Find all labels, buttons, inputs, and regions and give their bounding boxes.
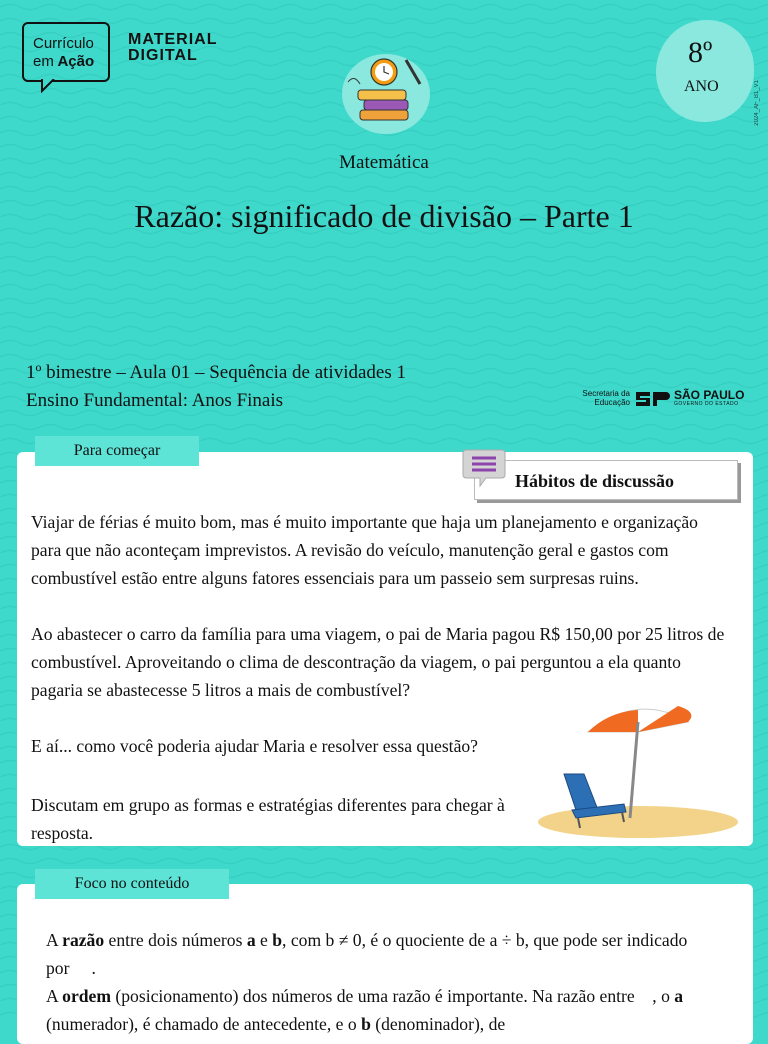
- discussion-bubble-icon: [462, 448, 506, 490]
- section-tab-para-comecar: Para começar: [35, 436, 199, 466]
- logo-line2: em Ação: [33, 53, 95, 70]
- question-paragraph: E aí... como você poderia ajudar Maria e resolver essa questão?: [31, 736, 478, 756]
- books-clock-icon: [338, 44, 434, 136]
- doc-code: 2024_AF_B1_V1: [754, 80, 760, 126]
- level-info: Ensino Fundamental: Anos Finais: [26, 390, 284, 411]
- beach-chair-umbrella-icon: [528, 702, 738, 842]
- logo-line1: Currículo: [33, 35, 94, 52]
- intro-paragraph: Viajar de férias é muito bom, mas é muito importante que haja um planejamento e organização para que não aconteçam imprevistos. A revisão do veículo, manutenção geral e gastos com combustível estão entre alguns fatores essenciais para um passeio sem surpresas ruins.: [31, 512, 698, 588]
- grade-number: 8º: [688, 36, 713, 69]
- material-digital-label: MATERIAL DIGITAL: [128, 31, 218, 64]
- discussion-paragraph: Discutam em grupo as formas e estratégias diferentes para chegar à resposta.: [31, 795, 505, 843]
- definition-ordem: A ordem (posicionamento) dos números de uma razão é importante. Na razão entre , o a (numerador), é chamado de antecedente, e o b (denominador), de: [46, 986, 684, 1034]
- grade-label: ANO: [684, 78, 719, 95]
- subject-label: Matemática: [339, 152, 429, 173]
- curriculo-logo: [22, 22, 110, 82]
- habitos-discussao-box: Hábitos de discussão: [474, 460, 738, 500]
- section-tab-foco-conteudo: Foco no conteúdo: [35, 869, 229, 899]
- speech-tail-icon: [40, 79, 60, 93]
- problem-paragraph: Ao abastecer o carro da família para uma viagem, o pai de Maria pagou R$ 150,00 por 25 litros de combustível. Aproveitando o clima de descontração da viagem, o pai perguntou a ela quanto pagaria se abastecesse 5 litros a mais de combustível?: [31, 624, 725, 700]
- page-title: Razão: significado de divisão – Parte 1: [134, 198, 634, 234]
- lesson-info: 1º bimestre – Aula 01 – Sequência de atividades 1: [26, 362, 406, 383]
- definition-razao: A razão entre dois números a e b, com b ≠ 0, é o quociente de a ÷ b, que pode ser indicado por .: [46, 930, 688, 978]
- government-logo: Secretaria da Educação SÃO PAULO GOVERNO DO ESTADO: [582, 388, 745, 407]
- sp-logo-icon: [634, 388, 670, 408]
